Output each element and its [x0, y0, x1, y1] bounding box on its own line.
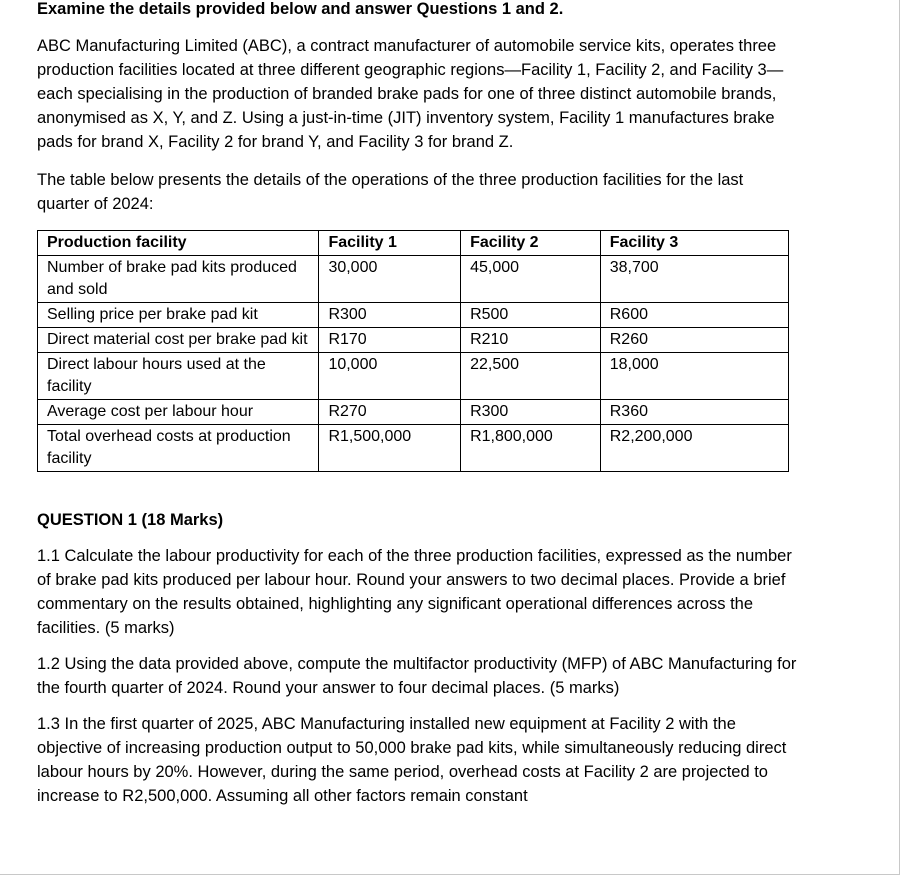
cell-facility-3: R2,200,000 — [600, 425, 788, 472]
cell-facility-1: R270 — [319, 400, 461, 425]
row-label-labour-cost: Average cost per labour hour — [38, 400, 319, 425]
row-label-labour-hours: Direct labour hours used at the facility — [38, 353, 319, 400]
cell-facility-2: 22,500 — [461, 353, 601, 400]
cell-facility-1: R1,500,000 — [319, 425, 461, 472]
header-facility-1: Facility 1 — [319, 231, 461, 256]
operations-table — [37, 230, 789, 472]
cell-facility-3: R360 — [600, 400, 788, 425]
cell-facility-1: 10,000 — [319, 353, 461, 400]
cell-facility-2: R1,800,000 — [461, 425, 601, 472]
cell-facility-2: R500 — [461, 303, 601, 328]
cell-facility-1: R300 — [319, 303, 461, 328]
header-facility-2: Facility 2 — [461, 231, 601, 256]
cell-facility-2: 45,000 — [461, 256, 601, 303]
cell-facility-2: R300 — [461, 400, 601, 425]
row-label-overhead-costs: Total overhead costs at production facility — [38, 425, 319, 472]
cell-facility-2: R210 — [461, 328, 601, 353]
row-label-kits-produced: Number of brake pad kits produced and sold — [38, 256, 319, 303]
intro-paragraph: ABC Manufacturing Limited (ABC), a contract manufacturer of automobile service kits, operates three production facilities located at three different geographic regions—Facility 1, Facility 2, and Facility 3—each specialising in the production of branded brake pads for one of three distinct automobile brands, anonymised as X, Y, and Z. Using a just-in-time (JIT) inventory system, Facility 1 manufactures brake pads for brand X, Facility 2 for brand Y, and Facility 3 for brand Z. — [37, 37, 784, 151]
table-row — [38, 256, 789, 303]
cell-facility-3: R260 — [600, 328, 788, 353]
question-1-2: 1.2 Using the data provided above, compute the multifactor productivity (MFP) of ABC Manufacturing for the fourth quarter of 2024. Round your answer to four decimal places. (5 marks) — [37, 655, 797, 697]
header-facility-3: Facility 3 — [600, 231, 788, 256]
cell-facility-3: 38,700 — [600, 256, 788, 303]
row-label-selling-price: Selling price per brake pad kit — [38, 303, 319, 328]
question-1-3: 1.3 In the first quarter of 2025, ABC Manufacturing installed new equipment at Facility 2 with the objective of increasing production output to 50,000 brake pad kits, while simultaneously reducing direct labour hours by 20%. However, during the same period, overhead costs at Facility 2 are projected to increase to R2,500,000. Assuming all other factors remain constant — [37, 715, 787, 805]
cell-facility-3: R600 — [600, 303, 788, 328]
cell-facility-1: 30,000 — [319, 256, 461, 303]
cell-facility-3: 18,000 — [600, 353, 788, 400]
table-row — [38, 425, 789, 472]
table-row — [38, 353, 789, 400]
header-production-facility: Production facility — [38, 231, 319, 256]
question-1-1: 1.1 Calculate the labour productivity for each of the three production facilities, expressed as the number of brake pad kits produced per labour hour. Round your answers to two decimal places. Provide a brief commentary on the results obtained, highlighting any significant operational differences across the facilities. (5 marks) — [37, 547, 792, 637]
cell-facility-1: R170 — [319, 328, 461, 353]
document-content — [37, 0, 797, 808]
table-row — [38, 328, 789, 353]
table-row — [38, 400, 789, 425]
table-header-row — [38, 231, 789, 256]
table-intro-paragraph: The table below presents the details of the operations of the three production facilities for the last quarter of 2024: — [37, 171, 744, 213]
instructions-heading: Examine the details provided below and answer Questions 1 and 2. — [37, 0, 564, 18]
row-label-material-cost: Direct material cost per brake pad kit — [38, 328, 319, 353]
question-1-heading: QUESTION 1 (18 Marks) — [37, 511, 224, 529]
table-row — [38, 303, 789, 328]
